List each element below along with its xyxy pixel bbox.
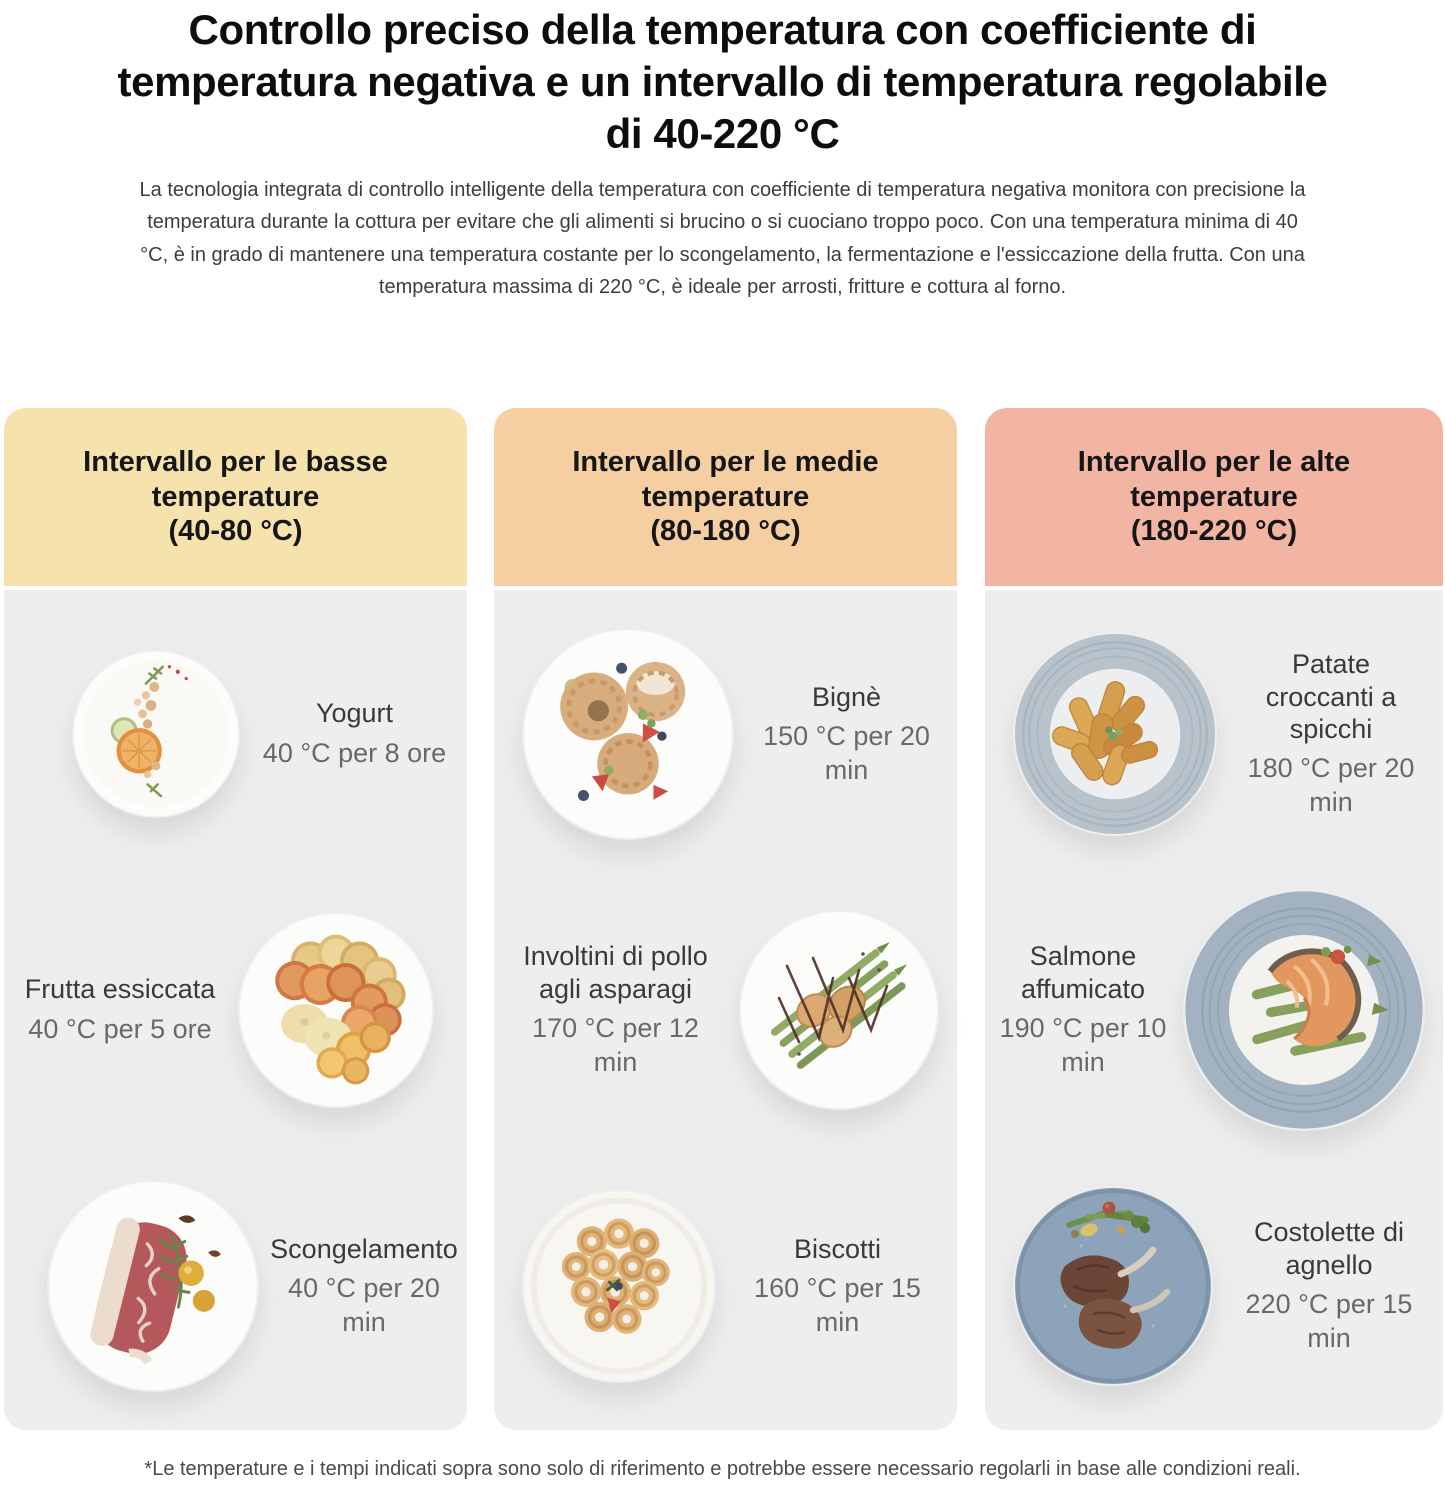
footnote: *Le temperature e i tempi indicati sopra sono solo di riferimento e potrebbe essere necessario regolarli in base alle condizioni reali. [144,1458,1301,1480]
food-temp: 40 °C per 20 min [288,1272,440,1337]
card-low-title: Intervallo per le basse temperature [83,445,388,513]
card-low-range: (40-80 °C) [168,515,303,548]
card-low-header [4,408,467,586]
card-low-temperature [4,408,467,1430]
butter-cookies-photo [522,1189,716,1383]
food-name: Involtini di pollo agli asparagi [523,941,708,1004]
food-row-cookies [494,1148,957,1424]
card-medium-body [494,590,957,1430]
food-temp: 40 °C per 5 ore [28,1013,212,1044]
card-medium-temperature [494,408,957,1430]
card-high-body [985,590,1443,1430]
food-name: Salmone affumicato [1020,941,1146,1004]
card-medium-header-text [546,445,906,549]
card-medium-range: (80-180 °C) [650,515,801,548]
yogurt-bowl-photo [72,650,240,818]
card-low-body [4,590,467,1430]
food-text-cookies [726,1233,949,1340]
dried-fruit-photo [238,912,434,1108]
food-temp: 170 °C per 12 min [532,1013,699,1077]
food-name: Bignè [811,681,882,712]
food-row-yogurt [4,596,467,872]
salmon-steak-photo [1183,889,1425,1131]
chicken-asparagus-rolls-photo [739,910,939,1110]
card-medium-header [494,408,957,586]
food-temp: 150 °C per 20 min [763,720,930,785]
food-temp: 160 °C per 15 min [754,1272,921,1337]
raw-steak-photo [47,1180,259,1392]
cream-puffs-photo [522,628,734,840]
food-text-lamb-chops [1223,1216,1435,1355]
food-text-yogurt [250,697,459,770]
food-row-cream-puffs [494,596,957,872]
food-temp: 40 °C per 8 ore [262,737,447,768]
food-row-defrost [4,1148,467,1424]
food-text-cream-puffs [744,681,949,788]
lamb-chops-photo [1013,1186,1213,1386]
food-row-lamb-chops [985,1148,1443,1424]
card-high-title: Intervallo per le alte temperature [1077,445,1351,513]
food-row-potato-wedges [985,596,1443,872]
page-title: Controllo preciso della temperatura con coefficiente di temperatura negativa e un intervallo di temperatura regolabile di 40-220 °C [117,6,1328,158]
food-row-dried-fruit [4,872,467,1148]
card-high-header [985,408,1443,586]
card-high-temperature [985,408,1443,1430]
food-row-chicken-rolls [494,872,957,1148]
potato-wedges-photo [1013,632,1217,836]
card-medium-title: Intervallo per le medie temperature [572,445,879,513]
card-low-header-text [56,445,416,549]
food-temp: 180 °C per 20 min [1247,753,1415,818]
food-name: Costolette di agnello [1253,1217,1405,1280]
card-high-range: (180-220 °C) [1130,515,1298,548]
food-name: Biscotti [793,1233,882,1264]
food-text-potato-wedges [1227,648,1435,820]
food-temp: 190 °C per 10 min [999,1013,1167,1077]
food-row-salmon [985,872,1443,1148]
food-name: Frutta essiccata [24,974,216,1005]
food-text-dried-fruit [12,973,228,1046]
food-text-defrost [269,1233,459,1340]
food-name: Yogurt [315,698,394,729]
food-text-chicken-rolls [502,940,729,1079]
food-temp: 220 °C per 15 min [1245,1289,1413,1353]
food-text-salmon [993,940,1173,1079]
food-name: Scongelamento [270,1233,458,1264]
food-name: Patate croccanti a spicchi [1265,649,1397,744]
card-high-header-text [1034,445,1394,549]
page-description: La tecnologia integrata di controllo intelligente della temperatura con coefficiente di temperatura negativa monitora con precisione la temperatura durante la cottura per evitare che gli alimenti si brucino o si cuociano troppo poco. Con una temperatura minima di 40 °C, è in grado di mantenere una temperatura costante per lo scongelamento, la fermentazione e l'essiccazione della frutta. Con una temperatura massima di 220 °C, è ideale per arrosti, fritture e cottura al forno. [139,179,1306,299]
